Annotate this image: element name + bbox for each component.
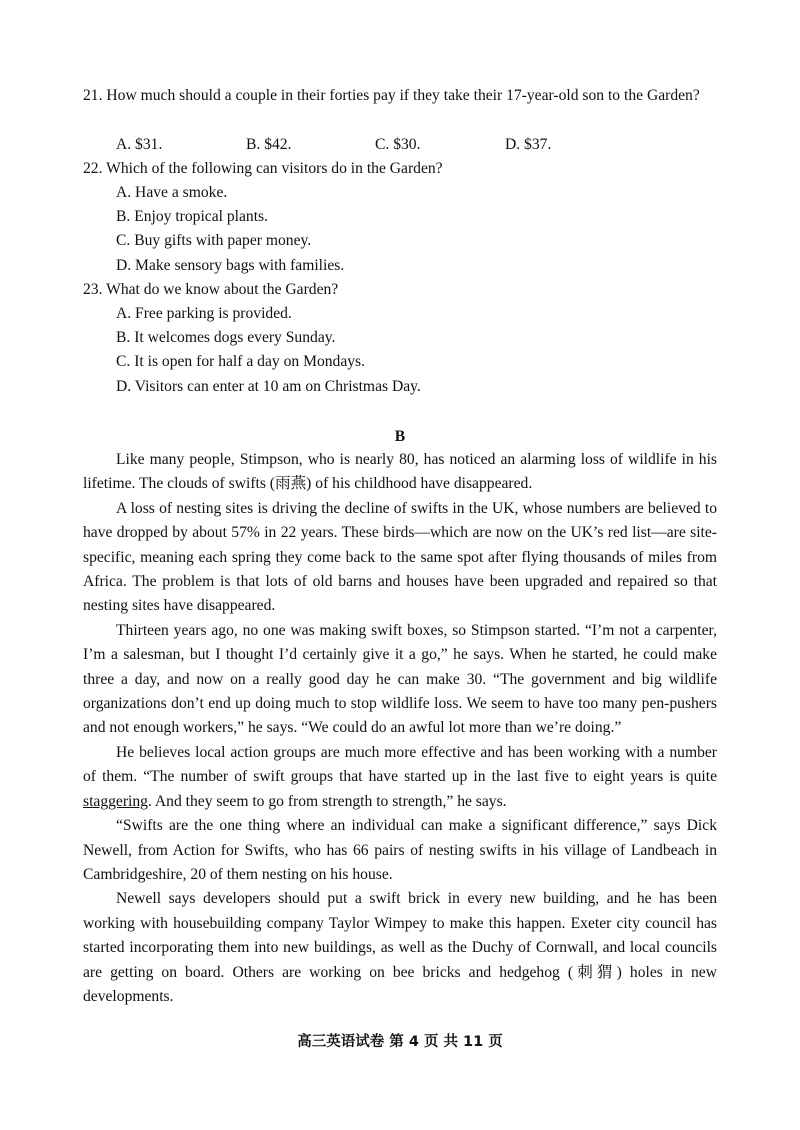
paragraph-6: Newell says developers should put a swift brick in every new building, and he has been working with housebuilding company Taylor Wimpey to make this happen. Exeter city council has started incorporating them into new buildings, as well as the Duchy of Cornwall, and local councils are getting on board. Others are working on bee bricks and hedgehog (刺猬) holes in new developments. — [83, 890, 717, 1005]
question-23-stem: 23. What do we know about the Garden? — [83, 281, 339, 298]
paragraph-5: “Swifts are the one thing where an individual can make a significant difference,” says Dick Newell, from Action for Swifts, who has 66 pairs of nesting swifts in his village of Landbeach in Cambridgeshire, 20 of them nesting on his house. — [83, 817, 717, 883]
option-22-c: C. Buy gifts with paper money. — [116, 232, 312, 249]
paragraph-2: A loss of nesting sites is driving the decline of swifts in the UK, whose numbers are believed to have dropped by about 57% in 22 years. These birds—which are now on the UK’s red list—are site-specific, meaning each spring they come back to the same spot after flying thousands of miles from Africa. The problem is that lots of old barns and houses have been upgraded and repaired so that nesting sites have disappeared. — [83, 499, 717, 615]
option-23-a: A. Free parking is provided. — [116, 305, 292, 322]
section-b-title: B — [394, 428, 406, 445]
option-23-b: B. It welcomes dogs every Sunday. — [116, 329, 336, 346]
option-22-d: D. Make sensory bags with families. — [116, 257, 345, 274]
option-22-b: B. Enjoy tropical plants. — [116, 208, 269, 225]
option-21-c: C. $30. — [375, 136, 421, 153]
option-22-a: A. Have a smoke. — [116, 184, 228, 201]
paragraph-1: Like many people, Stimpson, who is nearly 80, has noticed an alarming loss of wildlife in his lifetime. The clouds of swifts (雨燕) of his childhood have disappeared. — [83, 451, 717, 493]
option-23-c: C. It is open for half a day on Mondays. — [116, 353, 366, 370]
option-21-a: A. $31. — [116, 136, 163, 153]
question-21-stem: 21. How much should a couple in their forties pay if they take their 17-year-old son to the Garden? — [83, 87, 700, 104]
option-21-d: D. $37. — [505, 136, 552, 153]
question-22-stem: 22. Which of the following can visitors do in the Garden? — [83, 160, 443, 177]
option-23-d: D. Visitors can enter at 10 am on Christmas Day. — [116, 378, 421, 395]
underlined-word-staggering: staggering — [83, 792, 148, 810]
paragraph-4-text-before: He believes local action groups are much more effective and has been working with a number of them. “The number of swift groups that have started up in the last five to eight years is quite — [83, 743, 717, 786]
paragraph-3: Thirteen years ago, no one was making swift boxes, so Stimpson started. “I’m not a carpenter, I’m a salesman, but I thought I’d certainly give it a go,” he says. When he started, he could make three a day, and now on a really good day he can make 30. “The government and big wildlife organizations don’t end up doing much to stop wildlife loss. We seem to have too many pen-pushers and not enough workers,” he says. “We could do an awful lot more than we’re doing.” — [83, 621, 717, 737]
passage-b — [83, 448, 717, 1009]
option-21-b: B. $42. — [246, 136, 292, 153]
paragraph-4 — [83, 741, 717, 814]
page-footer: 高三英语试卷 第 4 页 共 11 页 — [297, 1034, 503, 1050]
paragraph-4-text-after: . And they seem to go from strength to strength,” he says. — [147, 792, 507, 810]
